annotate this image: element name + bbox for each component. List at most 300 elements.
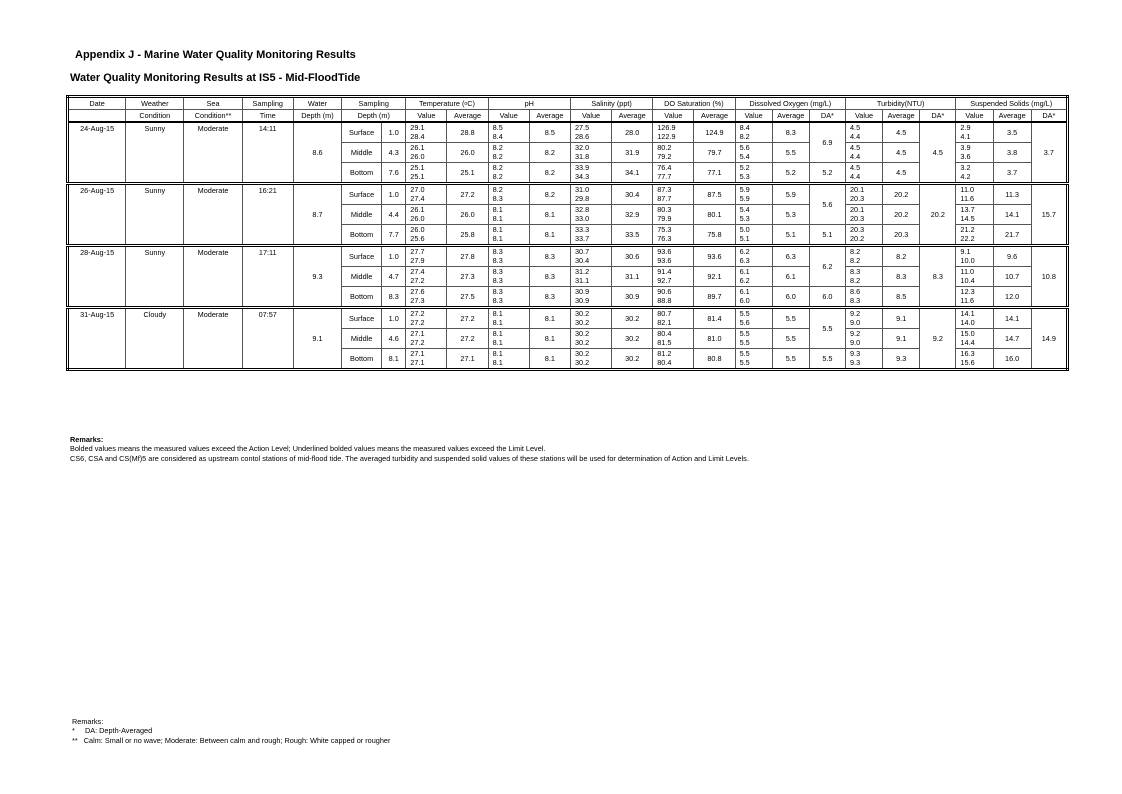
sampling-level-cell: Middle (342, 143, 382, 163)
turbidity-value-cell (845, 205, 882, 225)
salinity-average-cell: 30.2 (612, 329, 653, 349)
temperature-value-cell-reading-2: 26.0 (410, 213, 425, 223)
ph-value-cell-reading-1: 8.1 (492, 348, 503, 358)
do-saturation-value-cell-reading-2: 88.8 (657, 295, 672, 305)
dissolved-oxygen-value-cell-reading-2: 6.2 (739, 275, 750, 285)
ph-value-cell-reading-2: 8.2 (492, 171, 503, 181)
header-average: Average (883, 110, 920, 123)
ph-average-cell: 8.1 (529, 349, 570, 370)
suspended-solids-average-cell: 10.7 (993, 267, 1031, 287)
temperature-average-cell: 25.1 (447, 163, 488, 184)
temperature-value-cell-reading-2: 27.2 (410, 337, 425, 347)
ph-value-cell-reading-1: 8.3 (492, 266, 503, 276)
suspended-solids-value-cell-reading-1: 2.9 (960, 122, 971, 132)
temperature-value-cell-reading-2: 27.2 (410, 317, 425, 327)
ph-value-cell-reading-1: 8.1 (492, 204, 503, 214)
dissolved-oxygen-bottom-da-cell: 5.5 (809, 349, 845, 370)
salinity-value-cell (570, 225, 611, 246)
do-saturation-value-cell-reading-1: 87.3 (657, 184, 672, 194)
dissolved-oxygen-average-cell: 6.3 (772, 246, 809, 267)
salinity-value-cell (570, 163, 611, 184)
turbidity-value-cell-reading-2: 9.0 (849, 317, 861, 327)
ph-value-cell (488, 329, 529, 349)
salinity-value-cell (570, 329, 611, 349)
salinity-value-cell-reading-2: 31.1 (574, 275, 590, 285)
salinity-value-cell (570, 246, 611, 267)
ph-value-cell (488, 184, 529, 205)
dissolved-oxygen-value-cell-reading-1: 5.5 (739, 348, 750, 358)
salinity-value-cell-reading-2: 28.6 (574, 131, 590, 141)
suspended-solids-value-cell-reading-1: 13.7 (960, 204, 975, 214)
ph-value-cell-reading-1: 8.1 (492, 308, 503, 318)
suspended-solids-value-cell-reading-2: 11.6 (960, 295, 975, 305)
table-row (68, 246, 1068, 267)
dissolved-oxygen-value-cell-reading-1: 8.4 (739, 122, 750, 132)
turbidity-value-cell-reading-2: 8.3 (849, 295, 861, 305)
temperature-value-cell (406, 184, 447, 205)
temperature-value-cell-reading-1: 27.6 (410, 286, 425, 296)
suspended-solids-value-cell-reading-1: 12.3 (960, 286, 975, 296)
ph-value-cell-reading-1: 8.3 (492, 286, 503, 296)
sampling-level-cell: Surface (342, 122, 382, 143)
temperature-average-cell: 27.1 (447, 349, 488, 370)
suspended-solids-value-cell-reading-1: 11.0 (960, 266, 975, 276)
do-saturation-value-cell (653, 143, 694, 163)
ph-average-cell: 8.5 (529, 122, 570, 143)
turbidity-value-cell (845, 308, 882, 329)
suspended-solids-average-cell: 3.7 (993, 163, 1031, 184)
ph-value-cell-reading-2: 8.1 (492, 213, 503, 223)
header-sea: Sea (184, 97, 242, 110)
temperature-value-cell-reading-1: 29.1 (410, 122, 425, 132)
suspended-solids-value-cell-reading-1: 9.1 (960, 246, 971, 256)
do-saturation-value-cell-reading-1: 80.4 (657, 328, 672, 338)
do-saturation-average-cell: 81.4 (694, 308, 735, 329)
dissolved-oxygen-da-cell: 5.6 (809, 184, 845, 225)
temperature-value-cell-reading-1: 26.1 (410, 142, 425, 152)
turbidity-value-cell-reading-1: 9.2 (849, 308, 861, 318)
sea-condition-cell: Moderate (184, 246, 242, 308)
dissolved-oxygen-da-cell: 5.5 (809, 308, 845, 349)
do-saturation-average-cell: 80.8 (694, 349, 735, 370)
temperature-average-cell: 27.2 (447, 308, 488, 329)
temperature-value-cell-reading-2: 27.2 (410, 275, 425, 285)
ph-average-cell: 8.2 (529, 143, 570, 163)
header-average: Average (772, 110, 809, 123)
salinity-value-cell (570, 122, 611, 143)
temperature-value-cell (406, 122, 447, 143)
suspended-solids-value-cell-reading-2: 14.0 (960, 317, 975, 327)
ph-value-cell (488, 163, 529, 184)
table-row (68, 184, 1068, 205)
date-cell: 28-Aug-15 (68, 246, 126, 308)
temperature-value-cell (406, 163, 447, 184)
do-saturation-value-cell-reading-2: 122.9 (657, 131, 676, 141)
temperature-value-cell-reading-1: 26.0 (410, 224, 425, 234)
temperature-value-cell (406, 329, 447, 349)
ph-average-cell: 8.3 (529, 267, 570, 287)
turbidity-value-cell (845, 143, 882, 163)
turbidity-average-cell: 8.3 (883, 267, 920, 287)
temperature-value-cell-reading-1: 27.1 (410, 328, 425, 338)
header-blank (68, 110, 126, 123)
ph-value-cell-reading-1: 8.2 (492, 142, 503, 152)
appendix-title: Appendix J - Marine Water Quality Monitoring Results (75, 49, 356, 61)
remarks-line: * DA: Depth-Averaged (72, 726, 153, 736)
header-turbidity: Turbidity(NTU) (845, 97, 955, 110)
do-saturation-value-cell (653, 267, 694, 287)
dissolved-oxygen-value-cell (735, 184, 772, 205)
salinity-value-cell-reading-2: 30.2 (574, 357, 590, 367)
sampling-time-cell: 07:57 (242, 308, 293, 370)
salinity-average-cell: 28.0 (612, 122, 653, 143)
do-saturation-value-cell-reading-2: 79.2 (657, 151, 672, 161)
temperature-value-cell (406, 287, 447, 308)
do-saturation-value-cell-reading-1: 90.6 (657, 286, 672, 296)
salinity-average-cell: 31.1 (612, 267, 653, 287)
header-value: Value (570, 110, 611, 123)
ph-average-cell: 8.1 (529, 205, 570, 225)
suspended-solids-value-cell-reading-1: 3.2 (960, 162, 971, 172)
ph-average-cell: 8.3 (529, 287, 570, 308)
do-saturation-average-cell: 92.1 (694, 267, 735, 287)
turbidity-value-cell-reading-1: 9.2 (849, 328, 861, 338)
temperature-average-cell: 25.8 (447, 225, 488, 246)
temperature-value-cell-reading-1: 25.1 (410, 162, 425, 172)
salinity-value-cell-reading-1: 30.9 (574, 286, 590, 296)
do-saturation-value-cell (653, 246, 694, 267)
turbidity-value-cell (845, 329, 882, 349)
suspended-solids-value-cell (956, 267, 993, 287)
turbidity-value-cell (845, 225, 882, 246)
turbidity-average-cell: 20.2 (883, 184, 920, 205)
dissolved-oxygen-value-cell-reading-2: 5.6 (739, 317, 750, 327)
ph-value-cell (488, 246, 529, 267)
table-title: Water Quality Monitoring Results at IS5 - Mid-FloodTide (70, 72, 361, 84)
remarks-abbreviations (72, 717, 390, 745)
do-saturation-value-cell-reading-2: 87.7 (657, 193, 672, 203)
ph-value-cell-reading-2: 8.3 (492, 255, 503, 265)
suspended-solids-value-cell-reading-2: 14.4 (960, 337, 975, 347)
do-saturation-value-cell-reading-2: 76.3 (657, 233, 672, 243)
sampling-level-cell: Surface (342, 184, 382, 205)
sampling-time-cell: 16:21 (242, 184, 293, 246)
ph-average-cell: 8.1 (529, 225, 570, 246)
temperature-average-cell: 26.0 (447, 205, 488, 225)
ph-value-cell-reading-2: 8.4 (492, 131, 503, 141)
ph-value-cell-reading-2: 8.3 (492, 193, 503, 203)
water-depth-cell: 9.1 (293, 308, 341, 370)
salinity-value-cell-reading-1: 30.2 (574, 308, 590, 318)
salinity-value-cell-reading-1: 30.2 (574, 348, 590, 358)
temperature-value-cell (406, 246, 447, 267)
temperature-value-cell-reading-2: 25.6 (410, 233, 425, 243)
turbidity-average-cell: 4.5 (883, 163, 920, 184)
ph-value-cell-reading-1: 8.5 (492, 122, 503, 132)
dissolved-oxygen-value-cell (735, 349, 772, 370)
suspended-solids-value-cell (956, 287, 993, 308)
dissolved-oxygen-value-cell-reading-2: 5.9 (739, 193, 750, 203)
temperature-average-cell: 26.0 (447, 143, 488, 163)
weather-cell: Sunny (126, 246, 184, 308)
turbidity-value-cell (845, 287, 882, 308)
temperature-average-cell: 27.2 (447, 329, 488, 349)
sea-condition-cell: Moderate (184, 184, 242, 246)
dissolved-oxygen-average-cell: 5.9 (772, 184, 809, 205)
date-cell: 26-Aug-15 (68, 184, 126, 246)
turbidity-value-cell-reading-1: 4.5 (849, 122, 861, 132)
do-saturation-average-cell: 93.6 (694, 246, 735, 267)
turbidity-value-cell (845, 122, 882, 143)
turbidity-value-cell-reading-1: 20.1 (849, 204, 865, 214)
dissolved-oxygen-average-cell: 8.3 (772, 122, 809, 143)
dissolved-oxygen-average-cell: 5.1 (772, 225, 809, 246)
water-depth-cell: 8.7 (293, 184, 341, 246)
salinity-average-cell: 30.6 (612, 246, 653, 267)
header-average: Average (993, 110, 1031, 123)
header-da: DA* (920, 110, 956, 123)
ph-value-cell-reading-2: 8.1 (492, 233, 503, 243)
dissolved-oxygen-value-cell (735, 225, 772, 246)
suspended-solids-value-cell-reading-1: 21.2 (960, 224, 975, 234)
turbidity-da-cell: 9.2 (920, 308, 956, 370)
suspended-solids-average-cell: 11.3 (993, 184, 1031, 205)
header-time: Time (242, 110, 293, 123)
header-sea-condition: Condition** (184, 110, 242, 123)
do-saturation-value-cell-reading-1: 81.2 (657, 348, 672, 358)
do-saturation-value-cell-reading-2: 79.9 (657, 213, 672, 223)
turbidity-value-cell-reading-2: 8.2 (849, 255, 861, 265)
suspended-solids-average-cell: 3.5 (993, 122, 1031, 143)
dissolved-oxygen-value-cell-reading-1: 6.1 (739, 266, 750, 276)
ph-value-cell (488, 122, 529, 143)
salinity-value-cell-reading-1: 32.0 (574, 142, 590, 152)
do-saturation-value-cell-reading-1: 91.4 (657, 266, 672, 276)
turbidity-average-cell: 4.5 (883, 143, 920, 163)
suspended-solids-value-cell-reading-2: 15.6 (960, 357, 975, 367)
sampling-depth-cell: 4.6 (382, 329, 406, 349)
salinity-value-cell-reading-1: 33.9 (574, 162, 590, 172)
ph-value-cell-reading-1: 8.1 (492, 224, 503, 234)
temperature-value-cell-reading-2: 27.1 (410, 357, 425, 367)
turbidity-average-cell: 20.2 (883, 205, 920, 225)
dissolved-oxygen-value-cell-reading-1: 6.1 (739, 286, 750, 296)
temperature-value-cell-reading-1: 27.7 (410, 246, 425, 256)
salinity-average-cell: 30.2 (612, 308, 653, 329)
temperature-value-cell (406, 143, 447, 163)
dissolved-oxygen-value-cell-reading-1: 5.4 (739, 204, 750, 214)
dissolved-oxygen-value-cell-reading-1: 5.0 (739, 224, 750, 234)
date-cell: 24-Aug-15 (68, 122, 126, 184)
dissolved-oxygen-value-cell (735, 143, 772, 163)
header-value: Value (488, 110, 529, 123)
salinity-value-cell (570, 349, 611, 370)
temperature-average-cell: 27.3 (447, 267, 488, 287)
turbidity-value-cell-reading-2: 9.0 (849, 337, 861, 347)
sampling-depth-cell: 1.0 (382, 184, 406, 205)
do-saturation-value-cell-reading-2: 77.7 (657, 171, 672, 181)
suspended-solids-da-cell: 15.7 (1031, 184, 1067, 246)
do-saturation-value-cell (653, 205, 694, 225)
turbidity-value-cell-reading-2: 20.3 (849, 193, 865, 203)
suspended-solids-average-cell: 14.1 (993, 205, 1031, 225)
ph-value-cell-reading-1: 8.1 (492, 328, 503, 338)
water-depth-cell: 8.6 (293, 122, 341, 184)
header-depth-m: Depth (m) (293, 110, 341, 123)
suspended-solids-average-cell: 14.7 (993, 329, 1031, 349)
salinity-value-cell (570, 267, 611, 287)
suspended-solids-value-cell (956, 349, 993, 370)
suspended-solids-value-cell (956, 329, 993, 349)
ph-value-cell-reading-2: 8.3 (492, 275, 503, 285)
temperature-value-cell-reading-1: 27.2 (410, 308, 425, 318)
header-temperature: Temperature ($^o$C) (406, 97, 488, 110)
temperature-value-cell (406, 308, 447, 329)
dissolved-oxygen-da-cell: 6.2 (809, 246, 845, 287)
temperature-value-cell (406, 205, 447, 225)
sampling-depth-cell: 7.6 (382, 163, 406, 184)
sampling-time-cell: 14:11 (242, 122, 293, 184)
dissolved-oxygen-value-cell-reading-2: 5.3 (739, 213, 750, 223)
dissolved-oxygen-value-cell-reading-1: 5.9 (739, 184, 750, 194)
header-average: Average (612, 110, 653, 123)
turbidity-average-cell: 9.3 (883, 349, 920, 370)
do-saturation-average-cell: 80.1 (694, 205, 735, 225)
salinity-value-cell-reading-1: 31.0 (574, 184, 590, 194)
dissolved-oxygen-value-cell-reading-1: 5.6 (739, 142, 750, 152)
dissolved-oxygen-bottom-da-cell: 5.1 (809, 225, 845, 246)
suspended-solids-value-cell-reading-2: 14.5 (960, 213, 975, 223)
remarks-line: CS6, CSA and CS(Mf)5 are considered as upstream contol stations of mid-flood tide. The averaged turbidity and suspended solid values of these stations will be used for determination of Action and Limit Levels. (70, 453, 749, 463)
dissolved-oxygen-value-cell (735, 287, 772, 308)
dissolved-oxygen-average-cell: 5.5 (772, 329, 809, 349)
header-suspended-solids: Suspended Solids (mg/L) (956, 97, 1068, 110)
dissolved-oxygen-bottom-da-cell: 5.2 (809, 163, 845, 184)
do-saturation-value-cell-reading-1: 93.6 (657, 246, 672, 256)
sampling-level-cell: Surface (342, 246, 382, 267)
sampling-depth-cell: 4.4 (382, 205, 406, 225)
sampling-level-cell: Bottom (342, 287, 382, 308)
dissolved-oxygen-average-cell: 5.3 (772, 205, 809, 225)
salinity-value-cell-reading-2: 29.8 (574, 193, 590, 203)
salinity-value-cell (570, 184, 611, 205)
suspended-solids-value-cell (956, 184, 993, 205)
table-row (68, 308, 1068, 329)
temperature-value-cell (406, 267, 447, 287)
header-weather: Weather (126, 97, 184, 110)
turbidity-value-cell-reading-2: 20.2 (849, 233, 865, 243)
header-weather-condition: Condition (126, 110, 184, 123)
temperature-value-cell (406, 349, 447, 370)
suspended-solids-value-cell-reading-1: 15.0 (960, 328, 975, 338)
temperature-value-cell-reading-2: 28.4 (410, 131, 425, 141)
header-value: Value (735, 110, 772, 123)
sampling-level-cell: Surface (342, 308, 382, 329)
suspended-solids-value-cell (956, 143, 993, 163)
temperature-average-cell: 27.5 (447, 287, 488, 308)
dissolved-oxygen-average-cell: 5.5 (772, 143, 809, 163)
suspended-solids-value-cell-reading-2: 10.0 (960, 255, 975, 265)
suspended-solids-value-cell-reading-1: 3.9 (960, 142, 971, 152)
do-saturation-average-cell: 79.7 (694, 143, 735, 163)
suspended-solids-value-cell (956, 163, 993, 184)
dissolved-oxygen-da-cell: 6.9 (809, 122, 845, 163)
sampling-depth-cell: 4.3 (382, 143, 406, 163)
header-salinity: Salinity (ppt) (570, 97, 652, 110)
ph-value-cell-reading-2: 8.3 (492, 295, 503, 305)
table-row (68, 122, 1068, 143)
salinity-average-cell: 30.2 (612, 349, 653, 370)
turbidity-average-cell: 8.5 (883, 287, 920, 308)
sampling-level-cell: Middle (342, 205, 382, 225)
temperature-value-cell-reading-2: 27.3 (410, 295, 425, 305)
dissolved-oxygen-value-cell-reading-1: 5.5 (739, 328, 750, 338)
dissolved-oxygen-value-cell (735, 267, 772, 287)
temperature-value-cell-reading-2: 27.9 (410, 255, 425, 265)
temperature-average-cell: 27.2 (447, 184, 488, 205)
weather-cell: Sunny (126, 122, 184, 184)
salinity-value-cell-reading-2: 33.0 (574, 213, 590, 223)
do-saturation-average-cell: 75.8 (694, 225, 735, 246)
ph-value-cell-reading-1: 8.2 (492, 184, 503, 194)
dissolved-oxygen-bottom-da-cell: 6.0 (809, 287, 845, 308)
temperature-value-cell-reading-1: 27.0 (410, 184, 425, 194)
header-value: Value (845, 110, 882, 123)
turbidity-average-cell: 9.1 (883, 329, 920, 349)
sea-condition-cell: Moderate (184, 122, 242, 184)
do-saturation-value-cell (653, 184, 694, 205)
ph-value-cell-reading-1: 8.2 (492, 162, 503, 172)
header-ph: pH (488, 97, 570, 110)
suspended-solids-value-cell-reading-1: 14.1 (960, 308, 975, 318)
sampling-time-cell: 17:11 (242, 246, 293, 308)
salinity-value-cell-reading-2: 30.2 (574, 317, 590, 327)
dissolved-oxygen-value-cell-reading-2: 5.5 (739, 337, 750, 347)
suspended-solids-value-cell-reading-2: 22.2 (960, 233, 975, 243)
ph-value-cell (488, 267, 529, 287)
do-saturation-value-cell-reading-2: 93.6 (657, 255, 672, 265)
suspended-solids-average-cell: 16.0 (993, 349, 1031, 370)
suspended-solids-da-cell: 3.7 (1031, 122, 1067, 184)
temperature-value-cell-reading-1: 27.1 (410, 348, 425, 358)
salinity-value-cell (570, 308, 611, 329)
dissolved-oxygen-value-cell (735, 205, 772, 225)
do-saturation-value-cell-reading-1: 80.3 (657, 204, 672, 214)
suspended-solids-da-cell: 10.8 (1031, 246, 1067, 308)
sampling-level-cell: Middle (342, 329, 382, 349)
do-saturation-value-cell (653, 329, 694, 349)
turbidity-value-cell-reading-2: 20.3 (849, 213, 865, 223)
header-do-saturation: DO Saturation (%) (653, 97, 735, 110)
remarks-action-levels (70, 435, 749, 463)
do-saturation-value-cell-reading-2: 82.1 (657, 317, 672, 327)
suspended-solids-da-cell: 14.9 (1031, 308, 1067, 370)
ph-average-cell: 8.1 (529, 329, 570, 349)
salinity-value-cell-reading-1: 30.2 (574, 328, 590, 338)
ph-average-cell: 8.2 (529, 184, 570, 205)
sampling-level-cell: Bottom (342, 163, 382, 184)
turbidity-value-cell-reading-1: 20.1 (849, 184, 865, 194)
dissolved-oxygen-value-cell-reading-2: 5.5 (739, 357, 750, 367)
do-saturation-value-cell-reading-1: 76.4 (657, 162, 672, 172)
do-saturation-average-cell: 81.0 (694, 329, 735, 349)
do-saturation-value-cell (653, 163, 694, 184)
header-average: Average (694, 110, 735, 123)
sampling-depth-cell: 1.0 (382, 308, 406, 329)
header-dissolved-oxygen: Dissolved Oxygen (mg/L) (735, 97, 845, 110)
ph-average-cell: 8.1 (529, 308, 570, 329)
suspended-solids-value-cell-reading-2: 4.1 (960, 131, 971, 141)
